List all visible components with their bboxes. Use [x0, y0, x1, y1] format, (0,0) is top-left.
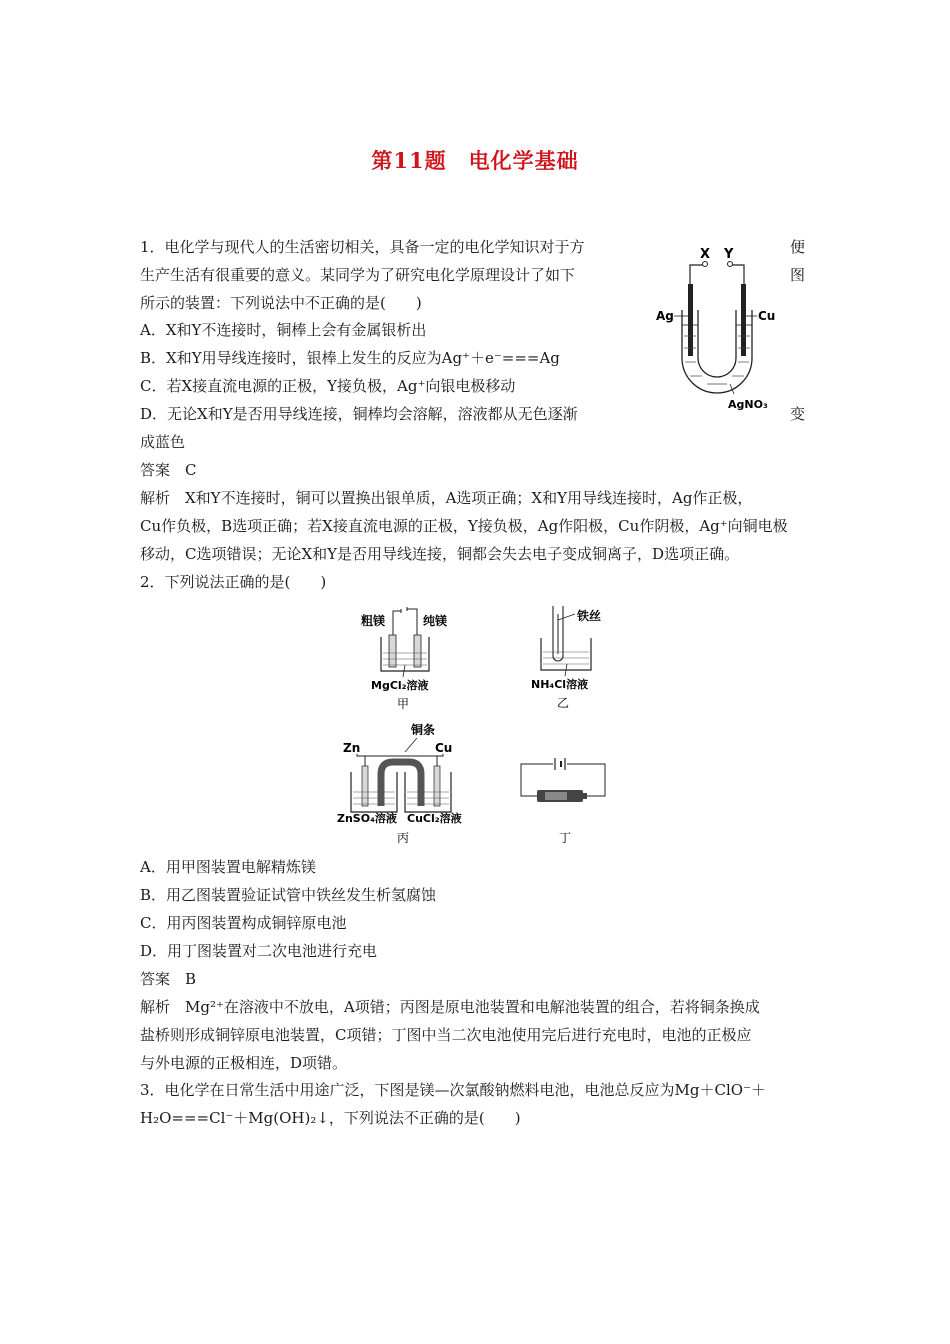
figure-jia-caption: 甲: [397, 697, 410, 711]
q1-option-c: C．若X接直流电源的正极，Y接负极，Ag⁺向银电极移动: [140, 377, 516, 395]
q1-explanation-line2: Cu作负极，B选项正确；若X接直流电源的正极，Y接负极，Ag作阳极，Cu作阴极，Ag⁺向铜电极: [140, 517, 788, 535]
copper-strip-label: 铜条: [411, 723, 436, 737]
figure-yi-caption: 乙: [557, 696, 570, 710]
q2-answer: 答案 B: [140, 970, 197, 988]
figure-jia: [355, 605, 465, 713]
q1-stem-line2-tail: 图: [790, 266, 806, 284]
q3-stem-line2: H₂O===Cl⁻＋Mg(OH)₂↓，下列说法不正确的是( ): [140, 1109, 521, 1127]
q1-answer: 答案 C: [140, 461, 197, 479]
q3-stem-line1: 3．电化学在日常生活中用途广泛，下图是镁—次氯酸钠燃料电池，电池总反应为Mg＋ClO⁻＋: [140, 1081, 766, 1099]
figure-bing: [335, 718, 475, 848]
q1-option-b: B．X和Y用导线连接时，银棒上发生的反应为Ag⁺＋e⁻===Ag: [140, 349, 560, 367]
figure-bing-caption: 丙: [397, 831, 410, 845]
q1-option-a: A．X和Y不连接时，铜棒上会有金属银析出: [140, 321, 427, 339]
q2-stem: 2．下列说法正确的是( ): [140, 573, 327, 591]
silver-electrode: [688, 284, 693, 356]
q2-option-a: A．用甲图装置电解精炼镁: [140, 858, 316, 876]
page-title: 第11题 电化学基础: [371, 148, 579, 173]
agno3-label: AgNO₃: [728, 398, 768, 411]
q2-option-d: D．用丁图装置对二次电池进行充电: [140, 942, 378, 960]
q1-option-d: D．无论X和Y是否用导线连接，铜棒均会溶解，溶液都从无色逐渐: [140, 405, 578, 423]
q2-explanation-line1: 解析 Mg²⁺在溶液中不放电，A项错；丙图是原电池装置和电解池装置的组合，若将铜条换成: [140, 998, 760, 1016]
terminal-x-label: X: [700, 247, 711, 262]
pure-mg-label: 纯镁: [423, 614, 448, 628]
copper-electrode: [741, 284, 746, 356]
q2-option-c: C．用丙图装置构成铜锌原电池: [140, 914, 347, 932]
q1-option-d-line2: 成蓝色: [140, 433, 186, 451]
q2-explanation-line3: 与外电源的正极相连，D项错。: [140, 1054, 348, 1072]
q1-explanation-line1: 解析 X和Y不连接时，铜可以置换出银单质，A选项正确；X和Y用导线连接时，Ag作正极，: [140, 489, 753, 507]
cucl2-label: CuCl₂溶液: [407, 812, 462, 825]
q1-stem-line2: 生产生活有很重要的意义。某同学为了研究电化学原理设计了如下: [140, 266, 576, 284]
crude-mg-label: 粗镁: [361, 614, 386, 628]
zn-label: Zn: [343, 741, 361, 755]
figure-ding: [515, 752, 615, 848]
q1-stem-line1-tail: 便: [790, 238, 806, 256]
mgcl2-label: MgCl₂溶液: [371, 679, 429, 692]
znso4-label: ZnSO₄溶液: [337, 812, 397, 825]
u-tube-diagram: [652, 238, 782, 418]
q1-option-d-tail: 变: [790, 405, 806, 423]
cu-label-bing: Cu: [435, 741, 453, 755]
q2-explanation-line2: 盐桥则形成铜锌原电池装置，C项错；丁图中当二次电池使用完后进行充电时，电池的正极应: [140, 1026, 752, 1044]
q1-explanation-line3: 移动，C选项错误；无论X和Y是否用导线连接，铜都会失去电子变成铜离子，D选项正确。: [140, 545, 740, 563]
iron-wire-label: 铁丝: [577, 609, 602, 623]
figure-ding-caption: 丁: [559, 831, 572, 845]
q1-stem-line1: 1．电化学与现代人的生活密切相关，具备一定的电化学知识对于方: [140, 238, 585, 256]
figure-yi: [525, 600, 625, 712]
nh4cl-label: NH₄Cl溶液: [531, 678, 589, 691]
q2-option-b: B．用乙图装置验证试管中铁丝发生析氢腐蚀: [140, 886, 437, 904]
terminal-y-label: Y: [724, 247, 734, 262]
cu-label: Cu: [758, 309, 776, 323]
ag-label: Ag: [656, 309, 674, 323]
q1-stem-line3: 所示的装置：下列说法中不正确的是( ): [140, 294, 422, 312]
